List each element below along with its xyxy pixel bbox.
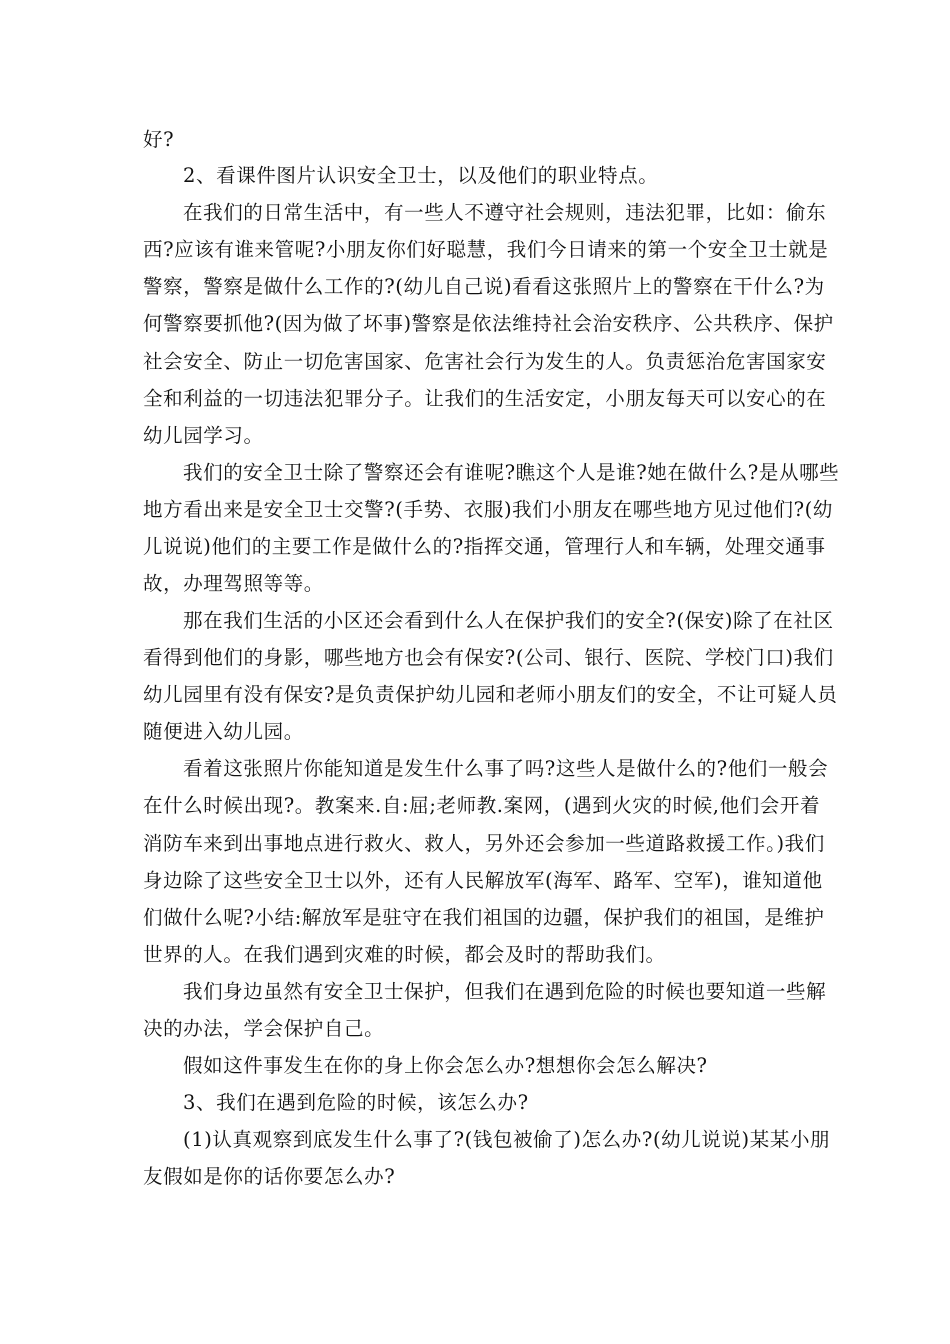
text-line: 假如这件事发生在你的身上你会怎么办?想想你会怎么解决? [183, 1054, 708, 1077]
text-line: 那在我们生活的小区还会看到什么人在保护我们的安全?(保安)除了在社区 [183, 609, 834, 632]
text-line: 儿说说)他们的主要工作是做什么的?指挥交通，管理行人和车辆，处理交通事 [143, 535, 826, 558]
text-line: 全和利益的一切违法犯罪分子。让我们的生活安定，小朋友每天可以安心的在 [143, 387, 827, 410]
text-line: 友假如是你的话你要怎么办? [143, 1165, 396, 1188]
text-line: (1)认真观察到底发生什么事了?(钱包被偷了)怎么办?(幼儿说说)某某小朋 [183, 1128, 831, 1151]
text-line: 地方看出来是安全卫士交警?(手势、衣服)我们小朋友在哪些地方见过他们?(幼 [143, 498, 833, 521]
text-line: 随便进入幼儿园。 [143, 720, 304, 743]
text-line: 身边除了这些安全卫士以外，还有人民解放军(海军、路军、空军)，谁知道他 [143, 869, 823, 892]
text-line: 在什么时候出现?。教案来.自:屈;老师教.案网，(遇到火灾的时候,他们会开着 [143, 794, 821, 817]
text-line: 们做什么呢?小结:解放军是驻守在我们祖国的边疆，保护我们的祖国，是维护 [143, 906, 825, 929]
text-line: 警察，警察是做什么工作的?(幼儿自己说)看看这张照片上的警察在干什么?为 [143, 275, 825, 298]
text-line: 世界的人。在我们遇到灾难的时候，都会及时的帮助我们。 [143, 943, 666, 966]
text-line: 幼儿园里有没有保安?是负责保护幼儿园和老师小朋友们的安全，不让可疑人员 [143, 683, 838, 706]
text-line: 好? [143, 128, 175, 151]
text-line: 我们身边虽然有安全卫士保护，但我们在遇到危险的时候也要知道一些解 [183, 980, 827, 1003]
text-line: 3、我们在遇到危险的时候，该怎么办? [183, 1091, 529, 1114]
text-line: 社会安全、防止一切危害国家、危害社会行为发生的人。负责惩治危害国家安 [143, 350, 827, 373]
text-line: 2、看课件图片认识安全卫士，以及他们的职业特点。 [183, 164, 659, 187]
text-line: 看着这张照片你能知道是发生什么事了吗?这些人是做什么的?他们一般会 [183, 757, 829, 780]
text-line: 幼儿园学习。 [143, 424, 264, 447]
text-line: 何警察要抓他?(因为做了坏事)警察是依法维持社会治安秩序、公共秩序、保护 [143, 312, 834, 335]
text-line: 消防车来到出事地点进行救火、救人，另外还会参加一些道路救援工作。)我们 [143, 832, 825, 855]
text-line: 故，办理驾照等等。 [143, 572, 324, 595]
text-line: 看得到他们的身影，哪些地方也会有保安?(公司、银行、医院、学校门口)我们 [143, 646, 834, 669]
text-line: 在我们的日常生活中，有一些人不遵守社会规则，违法犯罪，比如：偷东 [183, 201, 827, 224]
text-line: 我们的安全卫士除了警察还会有谁呢?瞧这个人是谁?她在做什么?是从哪些 [183, 461, 840, 484]
text-line: 决的办法，学会保护自己。 [143, 1017, 385, 1040]
text-line: 西?应该有谁来管呢?小朋友你们好聪慧，我们今日请来的第一个安全卫士就是 [143, 238, 829, 261]
